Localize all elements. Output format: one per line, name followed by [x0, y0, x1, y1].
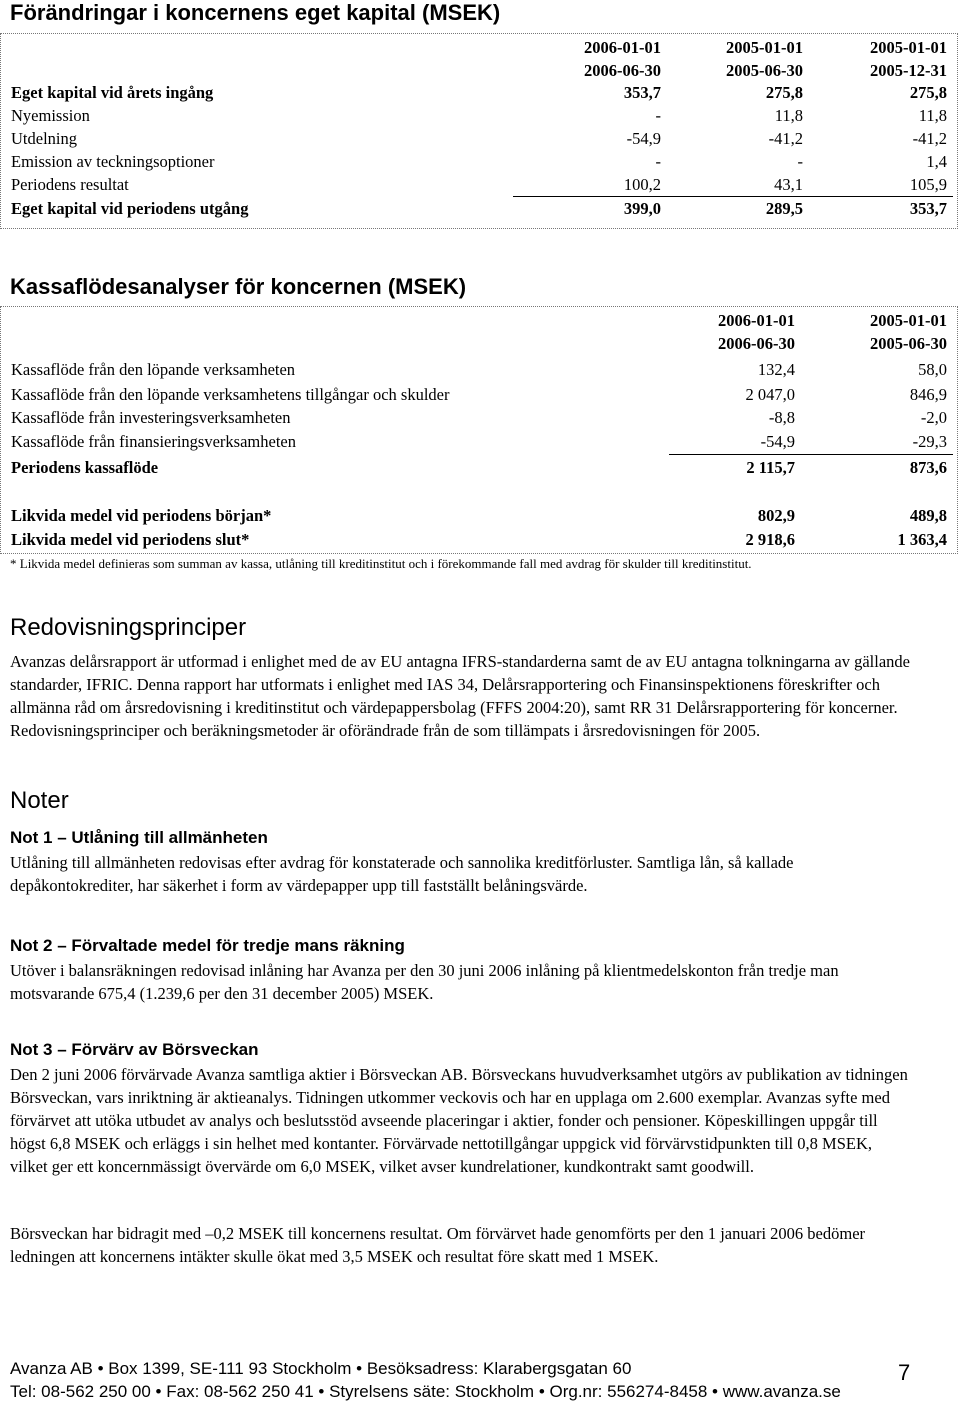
equity-header-3-line1: 2005-01-01 [870, 38, 947, 57]
cell-value: -41,2 [768, 129, 803, 148]
cell-value: -8,8 [768, 408, 795, 427]
cell-value: 846,9 [909, 385, 947, 404]
row-label: Utdelning [11, 129, 77, 148]
cell-value: 11,8 [918, 106, 947, 125]
cell-value: 2 918,6 [745, 530, 795, 549]
equity-header-1-line1: 2006-01-01 [584, 38, 661, 57]
cell-value: -2,0 [920, 408, 947, 427]
cell-value: 105,9 [909, 175, 947, 194]
cell-value: 353,7 [623, 83, 661, 102]
cell-value: -41,2 [912, 129, 947, 148]
cell-value: 2 115,7 [746, 458, 795, 477]
cell-value: 58,0 [918, 360, 947, 379]
cell-value: 289,5 [765, 199, 803, 218]
table-row [1, 383, 959, 406]
notes-title: Noter [10, 787, 69, 814]
equity-header-3-line2: 2005-12-31 [870, 61, 947, 80]
table-row [1, 104, 959, 127]
row-label: Kassaflöde från den löpande verksamheten [11, 360, 296, 379]
table-row [1, 173, 959, 196]
cell-value: 2 047,0 [745, 385, 795, 404]
cell-value: 802,9 [757, 506, 795, 525]
row-label: Kassaflöde från investeringsverksamheten [11, 408, 291, 427]
table-row [1, 528, 959, 551]
cell-value: -29,3 [912, 432, 947, 451]
equity-header-2-line2: 2005-06-30 [726, 61, 803, 80]
cell-value: 275,8 [909, 83, 947, 102]
table-row [1, 150, 959, 173]
cell-value: -54,9 [760, 432, 795, 451]
table-row [1, 127, 959, 150]
note-3-title: Not 3 – Förvärv av Börsveckan [10, 1040, 259, 1059]
note-3-text-1: Den 2 juni 2006 förvärvade Avanza samtliga aktier i Börsveckan AB. Börsveckans huvudverksamhet utgörs av publikation av tidningen Börsveckan, vars inriktning är aktieanalys. Tidningen utkommer veckovis och har en upplaga om 2.600 exemplar. Avanzas syfte med förvärvet att utöka utbudet av analys och beslutsstöd avseende placeringar i aktier, fonder och pensioner. Köpeskillingen uppgår till högst 6,8 MSEK och erläggs i sin helhet med kontanter. Förvärvade nettotillgångar uppgick vid förvärvstidpunkten till 0,8 MSEK, vilket ger ett koncernmässigt övervärde om 6,0 MSEK, vilket avser kundrelationer, kundkontrakt samt goodwill. [10, 1065, 908, 1176]
cell-value: 1 363,4 [897, 530, 947, 549]
equity-table [0, 33, 958, 229]
table-row [1, 358, 959, 381]
cell-value: -54,9 [626, 129, 661, 148]
cashflow-title: Kassaflödesanalyser för koncernen (MSEK) [10, 274, 467, 299]
cell-value: 11,8 [774, 106, 803, 125]
cell-value: 100,2 [623, 175, 661, 194]
row-label: Eget kapital vid årets ingång [11, 83, 214, 102]
cell-value: 43,1 [774, 175, 803, 194]
table-row [1, 504, 959, 527]
row-label: Kassaflöde från den löpande verksamhetens tillgångar och skulder [11, 385, 450, 404]
cell-value: 132,4 [757, 360, 795, 379]
cell-value: 353,7 [909, 199, 947, 218]
cashflow-footnote: * Likvida medel definieras som summan av kassa, utlåning till kreditinstitut och i förekommande fall med avdrag för skulder till kreditinstitut. [10, 556, 752, 571]
row-label: Periodens kassaflöde [11, 458, 159, 477]
cashflow-header-1-line2: 2006-06-30 [718, 334, 795, 353]
cell-value: 399,0 [623, 199, 661, 218]
note-3-text-2: Börsveckan har bidragit med –0,2 MSEK till koncernens resultat. Om förvärvet hade genomförts per den 1 januari 2006 bedömer ledningen att koncernens intäkter skulle ökat med 3,5 MSEK och resultat före skatt med 1 MSEK. [10, 1224, 866, 1266]
footer-address: Avanza AB • Box 1399, SE-111 93 Stockholm • Besöksadress: Klarabergsgatan 60 [10, 1359, 632, 1378]
row-label: Likvida medel vid periodens början* [11, 506, 272, 525]
cashflow-header-2-line1: 2005-01-01 [870, 311, 947, 330]
row-label: Emission av teckningsoptioner [11, 152, 215, 171]
note-1-text: Utlåning till allmänheten redovisas efter avdrag för konstaterade och sannolika kreditförluster. Samtliga lån, så kallade depåkontokrediter, har säkerhet i form av värdepapper upp till fastställt belåningsvärde. [10, 853, 794, 895]
row-label: Periodens resultat [11, 175, 129, 194]
note-2-title: Not 2 – Förvaltade medel för tredje mans räkning [10, 936, 405, 955]
cell-value: 1,4 [926, 152, 947, 171]
table-row [1, 456, 959, 479]
cashflow-sum-rule [669, 454, 953, 455]
footer-contact: Tel: 08-562 250 00 • Fax: 08-562 250 41 • Styrelsens säte: Stockholm • Org.nr: 556274-8458 • www.avanza.se [10, 1382, 841, 1401]
cashflow-header-2-line2: 2005-06-30 [870, 334, 947, 353]
principles-text: Avanzas delårsrapport är utformad i enlighet med de av EU antagna IFRS-standarderna samt de av EU antagna tolkningarna av gällande standarder, IFRIC. Denna rapport har utformats i enlighet med IAS 34, Delårsrapportering och Finansinspektionens föreskrifter och allmänna råd om årsredovisning i kreditinstitut och värdepappersbolag (FFFS 2004:20), samt RR 31 Delårsrapportering för koncerner. Redovisningsprinciper och beräkningsmetoder är oförändrade från de som tillämpats i årsredovisningen för 2005. [10, 652, 910, 740]
table-row [1, 81, 959, 104]
cell-value: - [797, 152, 803, 171]
note-2-text: Utöver i balansräkningen redovisad inlåning har Avanza per den 30 juni 2006 inlåning på klientmedelskonton från tredje man motsvarande 675,4 (1.239,6 per den 31 december 2005) MSEK. [10, 961, 839, 1003]
row-label: Nyemission [11, 106, 90, 125]
principles-title: Redovisningsprinciper [10, 614, 247, 641]
equity-header-2-line1: 2005-01-01 [726, 38, 803, 57]
row-label: Likvida medel vid periodens slut* [11, 530, 250, 549]
equity-header-1-line2: 2006-06-30 [584, 61, 661, 80]
cell-value: 489,8 [909, 506, 947, 525]
cell-value: 275,8 [765, 83, 803, 102]
cell-value: - [655, 106, 661, 125]
cashflow-table [0, 306, 958, 554]
table-row [1, 406, 959, 429]
note-1-title: Not 1 – Utlåning till allmänheten [10, 828, 268, 847]
table-row [1, 430, 959, 453]
row-label: Kassaflöde från finansieringsverksamheten [11, 432, 296, 451]
cell-value: 873,6 [909, 458, 947, 477]
page-number: 7 [898, 1360, 911, 1385]
table-row [1, 197, 959, 220]
row-label: Eget kapital vid periodens utgång [11, 199, 249, 218]
cell-value: - [655, 152, 661, 171]
cashflow-header-1-line1: 2006-01-01 [718, 311, 795, 330]
equity-title: Förändringar i koncernens eget kapital (MSEK) [10, 0, 501, 25]
